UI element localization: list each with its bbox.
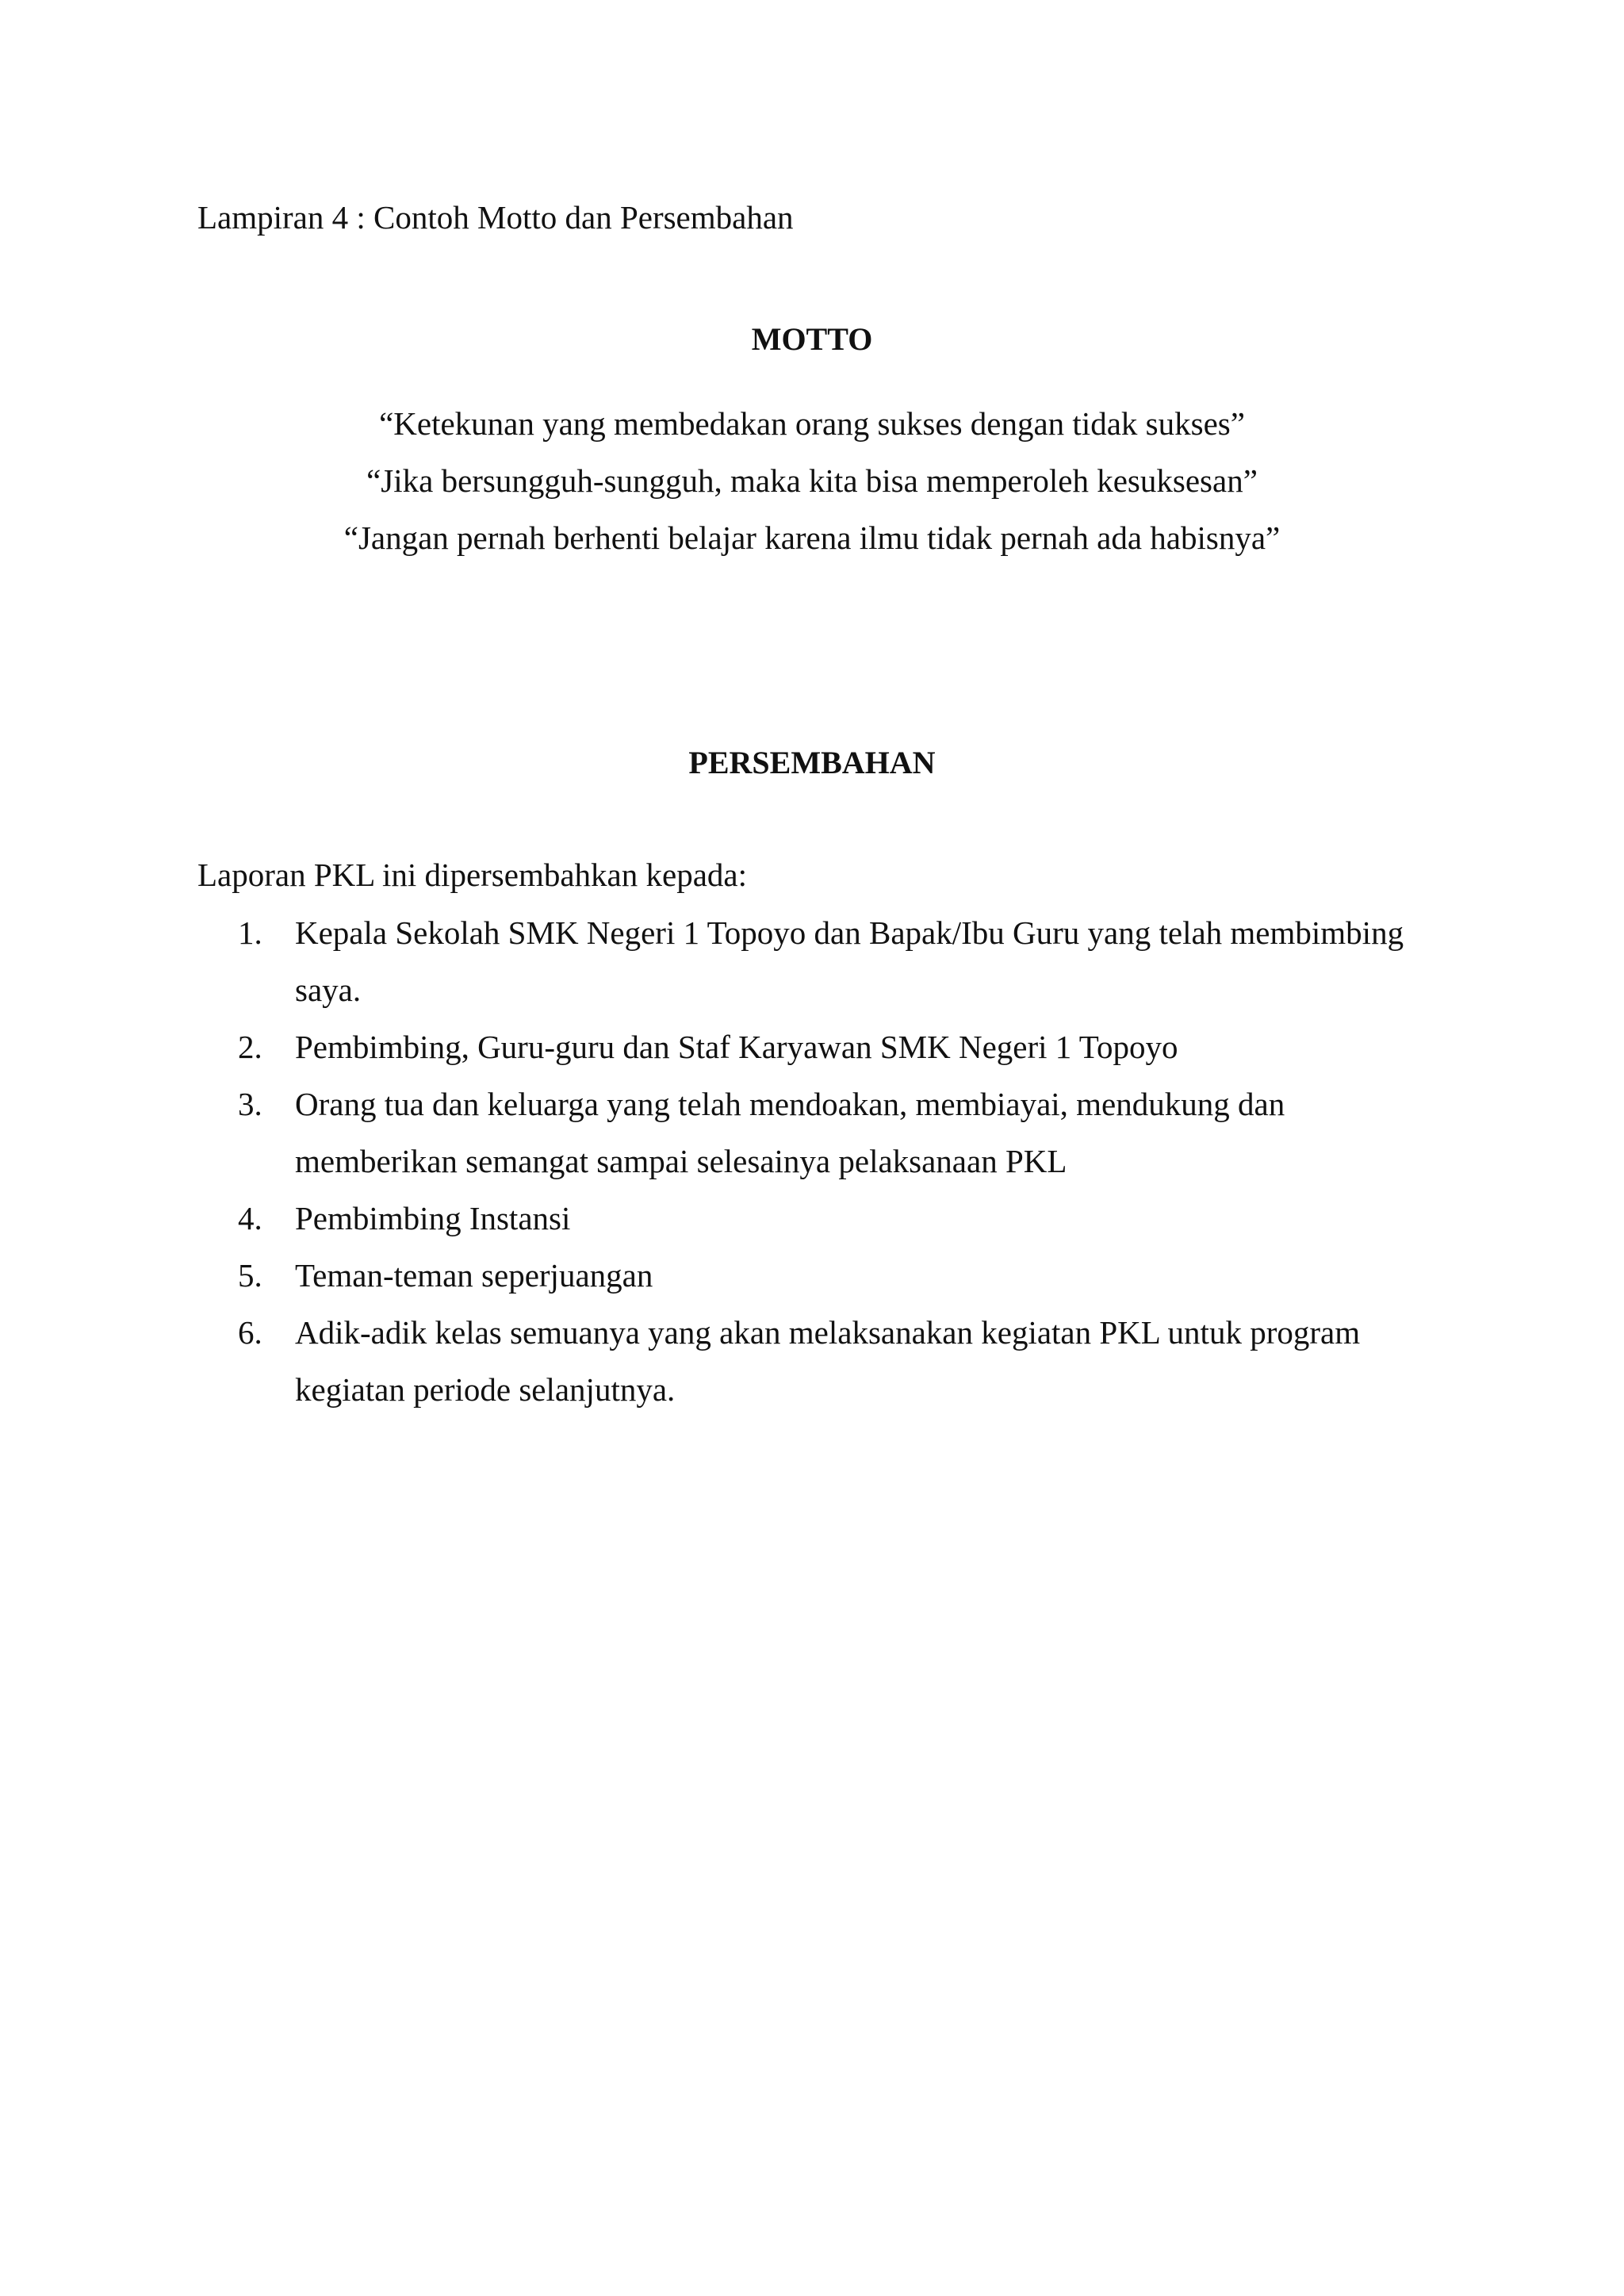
dedication-item (238, 1018, 1443, 1075)
dedication-text: Pembimbing, Guru-guru dan Staf Karyawan SMK Negeri 1 Topoyo (295, 1029, 1178, 1065)
motto-line: “Jangan pernah berhenti belajar karena ilmu tidak pernah ada habisnya” (343, 519, 1281, 556)
list-number: 2. (238, 1029, 262, 1065)
dedication-item (238, 1247, 1443, 1304)
dedication-text: Kepala Sekolah SMK Negeri 1 Topoyo dan Bapak/Ibu Guru yang telah membimbing saya. (295, 914, 1404, 1008)
dedication-heading: PERSEMBAHAN (688, 745, 936, 780)
motto-line: “Jika bersungguh-sungguh, maka kita bisa memperoleh kesuksesan” (366, 462, 1258, 499)
motto-line: “Ketekunan yang membedakan orang sukses dengan tidak sukses” (379, 405, 1245, 442)
dedication-text: Adik-adik kelas semuanya yang akan melaksanakan kegiatan PKL untuk program kegiatan periode selanjutnya. (295, 1314, 1361, 1408)
list-number: 5. (238, 1257, 262, 1294)
list-number: 1. (238, 914, 262, 951)
motto-list (0, 395, 1624, 566)
dedication-intro: Laporan PKL ini dipersembahkan kepada: (197, 857, 747, 893)
list-number: 4. (238, 1200, 262, 1236)
dedication-item (238, 904, 1443, 1018)
dedication-text: Teman-teman seperjuangan (295, 1257, 653, 1294)
list-number: 3. (238, 1086, 262, 1122)
list-number: 6. (238, 1314, 262, 1351)
dedication-text: Orang tua dan keluarga yang telah mendoakan, membiayai, mendukung dan memberikan semangat sampai selesainya pelaksanaan PKL (295, 1086, 1285, 1179)
motto-heading: MOTTO (751, 321, 873, 357)
dedication-item (238, 1075, 1443, 1190)
attachment-label: Lampiran 4 : Contoh Motto dan Persembahan (197, 199, 794, 236)
dedication-text: Pembimbing Instansi (295, 1200, 571, 1236)
dedication-item (238, 1304, 1443, 1418)
dedication-list (238, 904, 1443, 1418)
dedication-item (238, 1190, 1443, 1247)
